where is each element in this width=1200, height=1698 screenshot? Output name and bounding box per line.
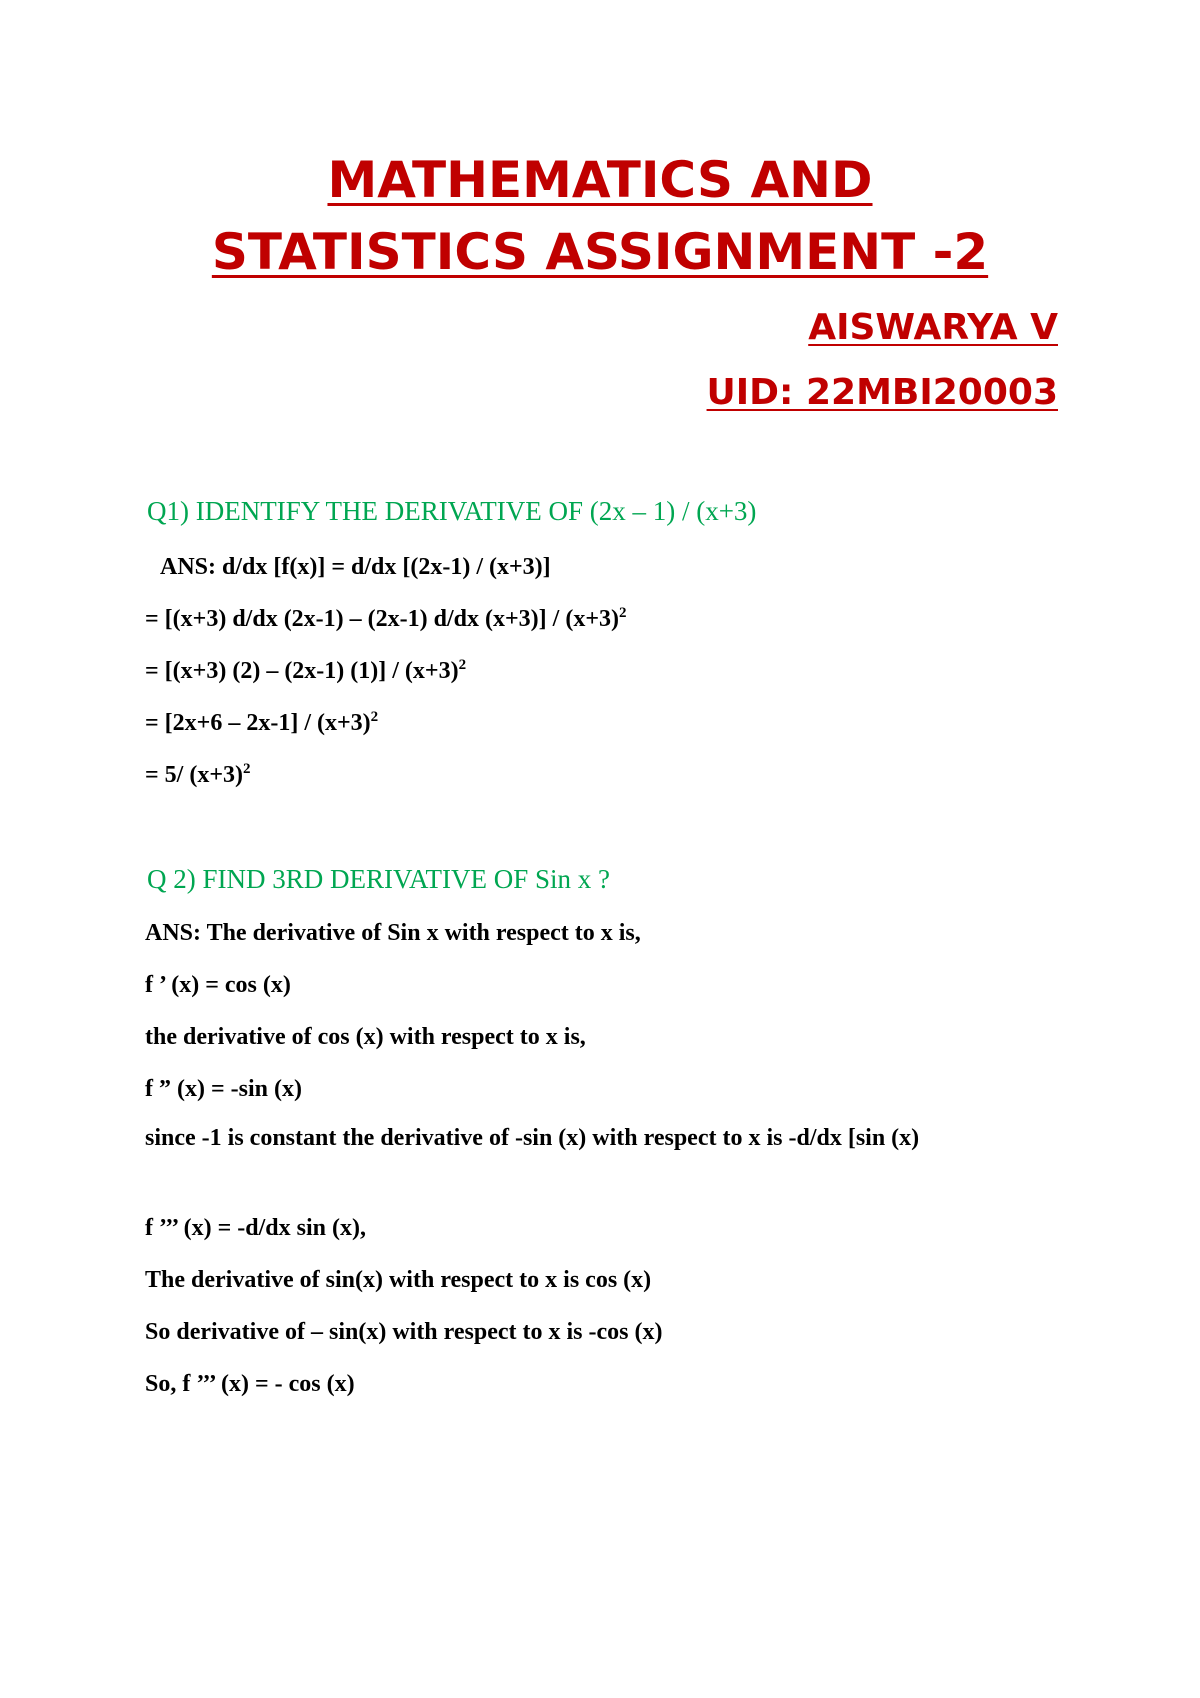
q1-step-2	[145, 656, 466, 686]
q2-question: Q 2) FIND 3RD DERIVATIVE OF Sin x ?	[147, 864, 611, 894]
q1-step-1	[145, 604, 627, 634]
q2-line-6: f ’’’ (x) = -d/dx sin (x),	[145, 1215, 366, 1241]
q2-line-8: So derivative of – sin(x) with respect to x is -cos (x)	[145, 1319, 663, 1345]
q1-step-2-text: = [(x+3) (2) – (2x-1) (1)] / (x+3)	[145, 658, 459, 684]
q1-step-1-text: = [(x+3) d/dx (2x-1) – (2x-1) d/dx (x+3)] / (x+3)	[145, 606, 619, 632]
q2-line-2: f ’ (x) = cos (x)	[145, 972, 291, 998]
student-uid: UID: 22MBI20003	[706, 372, 1058, 413]
q2-line-1: ANS: The derivative of Sin x with respect to x is,	[145, 920, 641, 946]
q1-question: Q1) IDENTIFY THE DERIVATIVE OF (2x – 1) / (x+3)	[147, 496, 757, 526]
title-line-2: STATISTICS ASSIGNMENT -2	[211, 223, 989, 281]
q2-line-5: since -1 is constant the derivative of -sin (x) with respect to x is -d/dx [sin (x)	[145, 1125, 920, 1151]
q1-step-4-text: = 5/ (x+3)	[145, 762, 244, 788]
author-name: AISWARYA V	[808, 307, 1058, 348]
q1-step-2-exponent: 2	[458, 657, 467, 673]
q2-line-9: So, f ’’’ (x) = - cos (x)	[145, 1371, 355, 1397]
q1-step-3	[145, 708, 378, 738]
q1-step-4-exponent: 2	[243, 761, 251, 777]
q1-step-4	[145, 760, 251, 790]
q1-step-1-exponent: 2	[619, 605, 627, 621]
q2-line-7: The derivative of sin(x) with respect to x is cos (x)	[145, 1267, 652, 1293]
q2-line-4: f ” (x) = -sin (x)	[145, 1076, 302, 1102]
q1-answer: ANS: d/dx [f(x)] = d/dx [(2x-1) / (x+3)]	[160, 554, 551, 580]
q2-line-3: the derivative of cos (x) with respect to x is,	[145, 1024, 586, 1050]
title-line-1: MATHEMATICS AND	[327, 151, 873, 209]
q1-step-3-exponent: 2	[370, 709, 379, 725]
q1-step-3-text: = [2x+6 – 2x-1] / (x+3)	[145, 710, 371, 736]
